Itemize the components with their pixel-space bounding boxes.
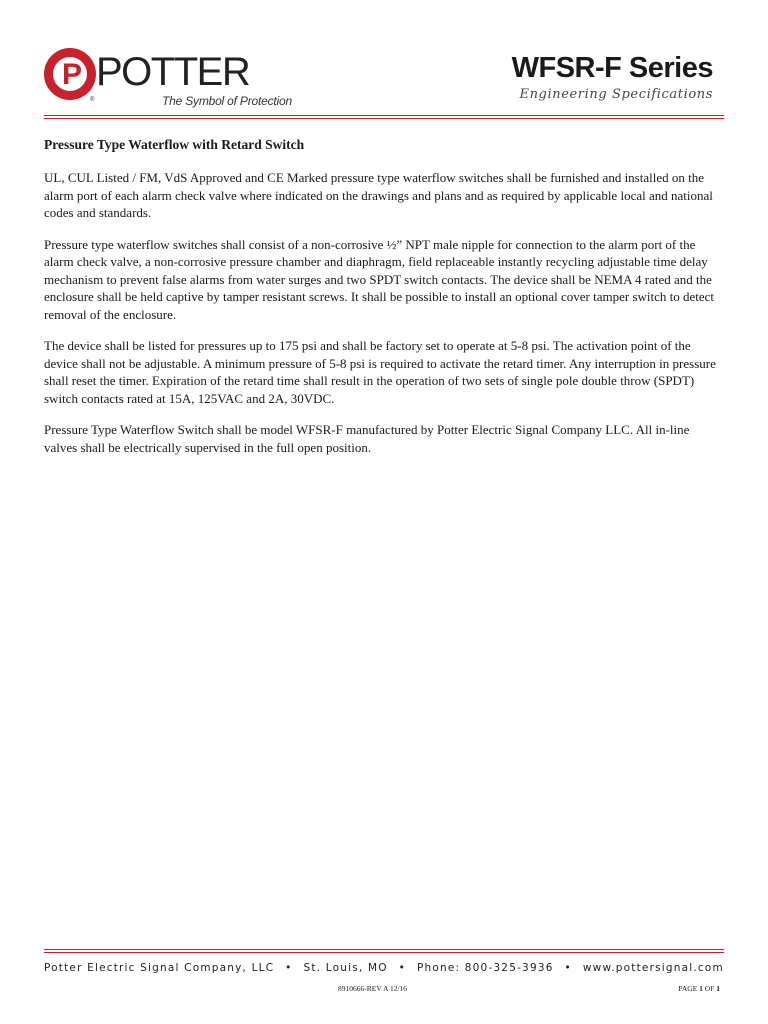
- footer-contact-line: [44, 962, 724, 974]
- paragraph: Pressure type waterflow switches shall consist of a non-corrosive ½” NPT male nipple for connection to the alarm port of the alarm check valve, a non-corrosive pressure chamber and diaphragm, field replaceable instantly recycling adjustable time delay mechanism to prevent false alarms from water surges and two SPDT switch contacts. The device shall be NEMA 4 rated and the enclosure shall be held captive by tamper resistant screws. It shall be possible to install an optional cover tamper switch to detect removal of the enclosure.: [44, 236, 715, 322]
- logo-tagline: The Symbol of Protection: [162, 94, 292, 108]
- footer-separator: •: [398, 962, 407, 974]
- footer-divider-secondary: [44, 952, 724, 953]
- section-heading: Pressure Type Waterflow with Retard Switch: [44, 137, 305, 152]
- document-body: [44, 137, 722, 470]
- footer-company: Potter Electric Signal Company, LLC: [44, 962, 275, 974]
- header-divider: [44, 115, 724, 116]
- footer-separator: •: [285, 962, 293, 974]
- document-number: 8910666-REV A 12/16: [338, 984, 408, 993]
- potter-logo: [44, 48, 294, 110]
- series-title: WFSR-F Series: [511, 52, 713, 84]
- logo-wordmark: POTTER: [96, 50, 250, 94]
- series-subtitle: Engineering Specifications: [519, 87, 713, 102]
- registered-mark: ®: [90, 97, 95, 103]
- footer-website-link[interactable]: www.pottersignal.com: [582, 962, 724, 974]
- header-divider-secondary: [44, 118, 724, 119]
- potter-logo-mark-icon: P: [44, 48, 96, 100]
- paragraph: The device shall be listed for pressures up to 175 psi and shall be factory set to operate at 5-8 psi. The activation point of the device shall not be adjustable. A minimum pressure of 5-8 psi is required to activate the retard timer. Any interruption in pressure shall reset the timer. Expiration of the retard time shall result in the operation of two sets of single pole double throw (SPDT) switch contacts rated at 15A, 125VAC and 2A, 30VDC.: [44, 338, 716, 406]
- footer-separator: •: [564, 962, 572, 974]
- footer-divider: [44, 949, 724, 950]
- footer-location: St. Louis, MO: [303, 962, 388, 974]
- footer-phone: Phone: 800-325-3936: [417, 962, 554, 974]
- paragraph: Pressure Type Waterflow Switch shall be model WFSR-F manufactured by Potter Electric Signal Company LLC. All in-line valves shall be electrically supervised in the full open position.: [44, 422, 690, 455]
- paragraph: UL, CUL Listed / FM, VdS Approved and CE Marked pressure type waterflow switches shall be furnished and installed on the alarm port of each alarm check valve where indicated on the drawings and plans and as required by applicable local and national codes and standards.: [44, 170, 713, 220]
- page-number: PAGE 1 OF 1: [678, 984, 720, 993]
